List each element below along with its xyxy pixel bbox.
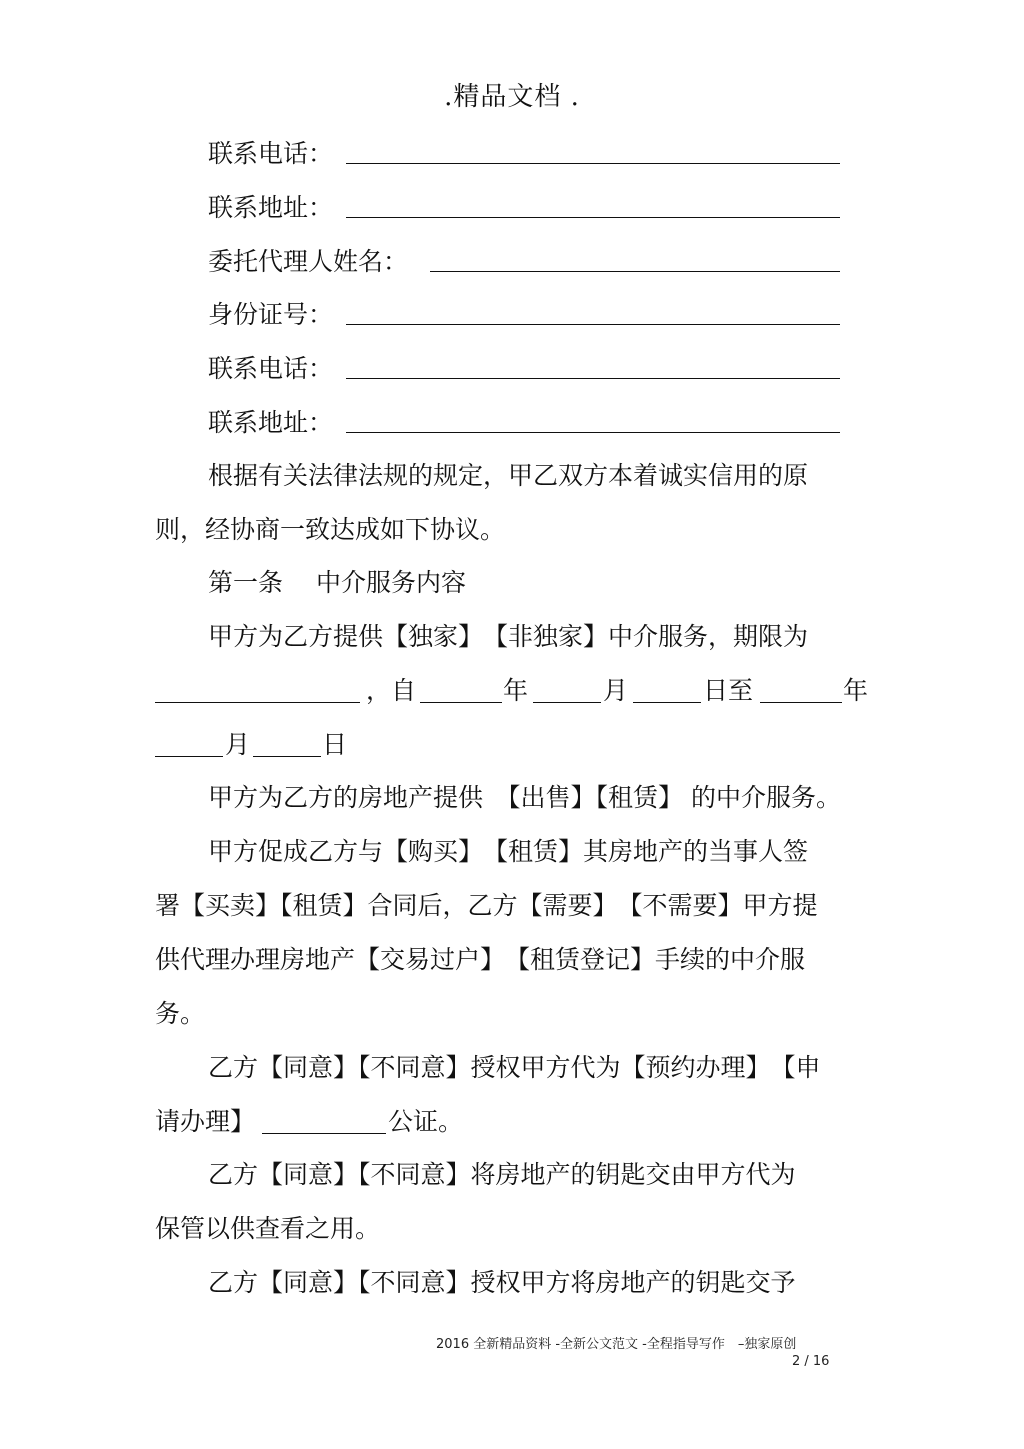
field-blank-id-number	[346, 324, 840, 325]
p1-blank-end-year	[760, 702, 842, 703]
article-1-title: 第一条 中介服务内容	[208, 568, 466, 597]
p1-blank-duration	[155, 702, 360, 703]
field-blank-phone	[346, 163, 840, 164]
p1-line-1: 甲方为乙方提供【独家】 【非独家】中介服务，期限为	[208, 622, 809, 651]
p1-blank-start-year	[420, 702, 502, 703]
p5-line-2: 保管以供查看之用。	[155, 1214, 381, 1243]
p3-line-4: 务。	[155, 999, 206, 1028]
footer-page-number: 2 / 16	[792, 1354, 830, 1369]
p1-from: ，自	[366, 676, 417, 705]
p4-line-1: 乙方【同意】【不同意】授权甲方代为【预约办理】 【申	[208, 1053, 821, 1082]
field-label-agent-phone: 联系电话：	[208, 354, 334, 383]
intro-line-2: 则，经协商一致达成如下协议。	[155, 515, 506, 544]
p4-line-2-b: 公证。	[388, 1107, 464, 1136]
p1-year-1: 年	[503, 676, 529, 705]
p1-month-2: 月	[225, 730, 251, 759]
field-label-id-number: 身份证号：	[208, 300, 334, 329]
p1-day-to: 日至	[703, 676, 754, 705]
p1-blank-end-day	[253, 756, 321, 757]
field-blank-agent-name	[430, 271, 840, 272]
field-blank-address	[346, 217, 840, 218]
p1-day-2: 日	[322, 730, 348, 759]
field-label-agent-address: 联系地址：	[208, 408, 334, 437]
p1-blank-end-month	[155, 756, 223, 757]
p1-month-1: 月	[603, 676, 629, 705]
field-label-agent-name: 委托代理人姓名：	[208, 247, 409, 276]
p1-year-2: 年	[843, 676, 869, 705]
p6-line-1: 乙方【同意】【不同意】授权甲方将房地产的钥匙交予	[208, 1268, 796, 1297]
p1-blank-start-month	[533, 702, 601, 703]
p4-line-2-a: 请办理】	[155, 1107, 256, 1136]
field-blank-agent-address	[346, 432, 840, 433]
field-label-address: 联系地址：	[208, 193, 334, 222]
p3-line-2: 署【买卖】【租赁】合同后，乙方【需要】 【不需要】甲方提	[155, 891, 818, 920]
p1-blank-start-day	[633, 702, 701, 703]
p4-blank-notary	[262, 1133, 386, 1134]
p3-line-3: 供代理办理房地产【交易过户】 【租赁登记】手续的中介服	[155, 945, 806, 974]
intro-line-1: 根据有关法律法规的规定，甲乙双方本着诚实信用的原	[208, 461, 809, 490]
field-blank-agent-phone	[346, 378, 840, 379]
field-label-phone: 联系电话：	[208, 139, 334, 168]
page-header-title: .精品文档 .	[444, 82, 580, 112]
p3-line-1: 甲方促成乙方与【购买】 【租赁】其房地产的当事人签	[208, 837, 809, 866]
p2-line: 甲方为乙方的房地产提供 【出售】【租赁】 的中介服务。	[208, 783, 841, 812]
p5-line-1: 乙方【同意】【不同意】将房地产的钥匙交由甲方代为	[208, 1160, 796, 1189]
footer-tagline: 2016 全新精品资料 -全新公文范文 -全程指导写作 –独家原创	[436, 1337, 797, 1352]
